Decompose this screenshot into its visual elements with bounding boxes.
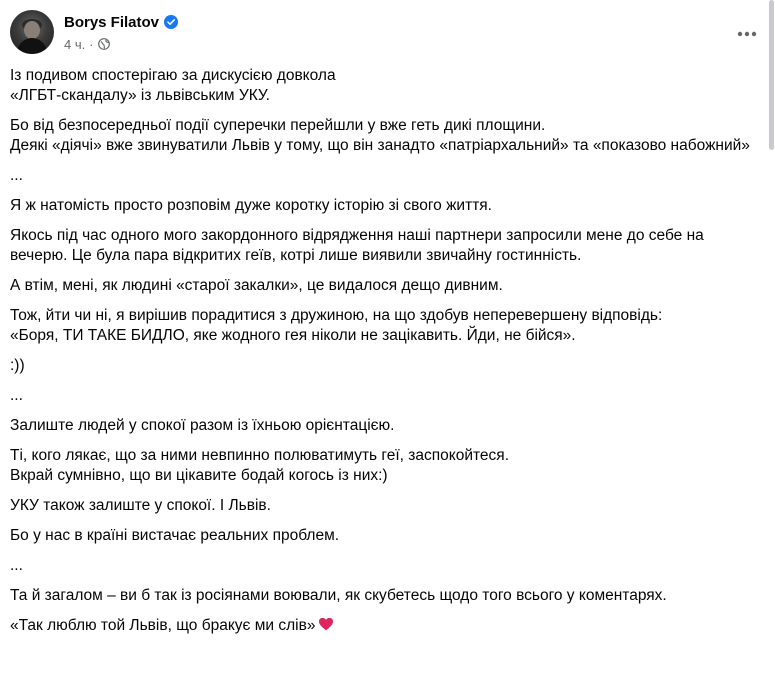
post-paragraph: Із подивом спостерігаю за дискусією довкола «ЛГБТ-скандалу» із львівським УКУ.: [10, 67, 336, 104]
avatar[interactable]: [10, 10, 54, 54]
verified-badge-icon: [164, 15, 178, 29]
meta-separator: ·: [89, 36, 94, 52]
post-paragraph: Залиште людей у спокої разом із їхньою орієнтацією.: [10, 417, 395, 434]
scrollbar[interactable]: [769, 0, 774, 150]
more-options-button[interactable]: [729, 16, 765, 52]
post-paragraph: Якось під час одного мого закордонного відрядження наші партнери запросили мене до себе на вечерю. Це була пара відкритих геїв, котрі лише виявили звичайну гостинність.: [10, 227, 704, 264]
post-paragraph: Я ж натомість просто розповім дуже коротку історію зі свого життя.: [10, 197, 492, 214]
post-paragraph: Та й загалом – ви б так із росіянами воювали, як скубетесь щодо того всього у коментарях.: [10, 587, 667, 604]
post-paragraph: А втім, мені, як людині «старої закалки», це видалося дещо дивним.: [10, 277, 503, 294]
heart-emoji-icon: [318, 616, 334, 632]
post-meta: [64, 36, 110, 52]
post-paragraph: Тож, йти чи ні, я вирішив порадитися з дружиною, на що здобув неперевершену відповідь: «Боря, ТИ ТАКЕ БИДЛО, яке жодного гея ніколи не зацікавить. Йди, не бійся».: [10, 307, 663, 344]
post-paragraph: ...: [10, 167, 23, 184]
globe-icon: [98, 38, 110, 50]
author-row: [64, 12, 178, 32]
post-paragraph: Бо у нас в країні вистачає реальних проблем.: [10, 527, 340, 544]
post-paragraph: Ті, кого лякає, що за ними невпинно полюватимуть геї, заспокойтеся. Вкрай сумнівно, що ви цікавите бодай когось із них:): [10, 447, 510, 484]
post-last-line: [10, 616, 765, 636]
post-paragraph: :)): [10, 357, 25, 374]
post-paragraph: УКУ також залиште у спокої. І Львів.: [10, 497, 271, 514]
quote-text: «Так люблю той Львів, що бракує ми слів»: [10, 617, 316, 634]
avatar-photo-icon: [10, 10, 54, 54]
post-paragraph: ...: [10, 387, 23, 404]
post-paragraph: ...: [10, 557, 23, 574]
post-paragraph: Бо від безпосередньої події суперечки перейшли у вже геть дикі площини. Деякі «діячі» вже звинуватили Львів у тому, що він занадто «патріархальний» та «показово набожний»: [10, 117, 750, 154]
post-text: [10, 66, 765, 646]
post-time[interactable]: 4 ч.: [64, 36, 86, 52]
more-options-icon: [737, 31, 757, 37]
post-header: [10, 10, 765, 56]
author-name[interactable]: Borys Filatov: [64, 13, 160, 31]
